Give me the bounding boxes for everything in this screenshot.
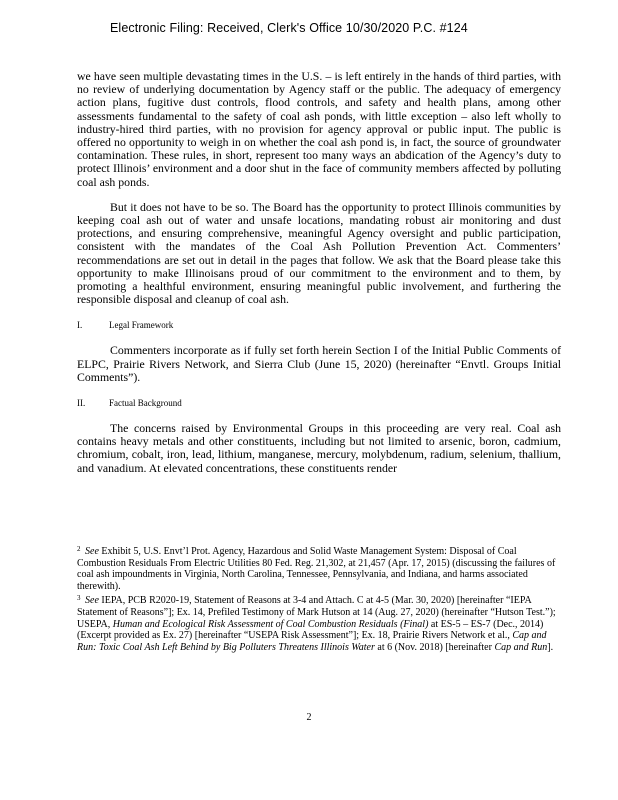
footnote-title: Cap and Run — [494, 641, 548, 653]
page-number: 2 — [306, 712, 312, 723]
footnote-2 — [77, 544, 561, 592]
section-2-paragraph: The concerns raised by Environmental Groups in this proceeding are very real. Coal ash contains heavy metals and other constituents, including but not limited to arsenic, boron, cadmium, chromium, cobalt, iron, lead, lithium, manganese, mercury, molybdenum, radium, selenium, thallium, and vanadium. At elevated concentrations, these constituents render — [77, 421, 561, 475]
footnotes — [77, 544, 561, 654]
section-title: Factual Background — [109, 398, 182, 409]
footnote-text: Exhibit 5, U.S. Envt’l Prot. Agency, Hazardous and Solid Waste Management System: Disposal of Coal Combustion Residuals From Electric Utilities 80 Fed. Reg. 21,302, at 21,457 (Apr. 17, 2015) (discussing the failures of coal ash impoundments in Virginia, North Carolina, Tennessee, Pennsylvania, and Indiana, and harms associated therewith). — [77, 546, 556, 592]
section-number: I. — [77, 320, 83, 331]
section-number: II. — [77, 398, 86, 409]
footnote-text: ]. — [547, 641, 554, 653]
footnote-text: at 6 (Nov. 2018) [hereinafter — [377, 641, 492, 653]
paragraph-1: we have seen multiple devastating times in the U.S. – is left entirely in the hands of third parties, with no review of underlying documentation by Agency staff or the public. The adequacy of emergency action plans, fugitive dust controls, flood controls, and safety and health plans, among other assessments fundamental to the safety of coal ash ponds, with little exception – also left wholly to industry-hired third parties, with no provision for agency approval or public input. The public is offered no opportunity to weigh in on whether the coal ash pond is, in fact, the source of groundwater contamination. These rules, in short, represent too many ways an abdication of the Agency’s duty to protect Illinois’ environment and a door shut in the face of community members affected by polluting coal ash ponds. — [77, 69, 561, 189]
footnote-signal: See — [85, 595, 99, 607]
document-body — [77, 70, 561, 475]
footnote-text: at ES-5 – ES-7 (Dec., 2014) (Excerpt provided as Ex. 27) [hereinafter “USEPA Risk Assessment”]; Ex. 18, Prairie Rivers Network et al., — [77, 618, 544, 642]
footnote-3 — [77, 593, 561, 653]
section-title: Legal Framework — [109, 320, 174, 331]
section-heading-factual-background — [77, 398, 561, 408]
footnote-text: IEPA, PCB R2020-19, Statement of Reasons at 3-4 and Attach. C at 4-5 (Mar. 30, 2020) [hereinafter “IEPA Statement of Reasons”]; Ex. 14, Prefiled Testimony of Mark Hutson at 14 (Aug. 27, 2020) (hereinafter “Hutson Test.”); USEPA, — [77, 595, 556, 630]
footnote-title: Cap and Run: Toxic Coal Ash Left Behind by Big Polluters Threatens Illinois Water — [77, 630, 547, 653]
filing-stamp-header: Electronic Filing: Received, Clerk's Office 10/30/2020 P.C. #124 — [110, 21, 468, 35]
paragraph-2: But it does not have to be so. The Board has the opportunity to protect Illinois communities by keeping coal ash out of water and unsafe locations, mandating robust air monitoring and dust protections, and ensuring comprehensive, meaningful Agency oversight and public participation, consistent with the mandates of the Coal Ash Pollution Prevention Act. Commenters’ recommendations are set out in detail in the pages that follow. We ask that the Board please take this opportunity to make Illinoisans proud of our commitment to the environment and to them, by promoting a healthful environment, ensuring meaningful public involvement, and furthering the responsible disposal and cleanup of coal ash. — [77, 199, 561, 307]
section-heading-legal-framework — [77, 320, 561, 330]
section-1-paragraph: Commenters incorporate as if fully set forth herein Section I of the Initial Public Comments of ELPC, Prairie Rivers Network, and Sierra Club (June 15, 2020) (hereinafter “Envtl. Groups Initial Comments”). — [77, 343, 561, 384]
footnote-mark: 3 — [77, 594, 81, 603]
footnote-mark: 2 — [77, 545, 81, 553]
footnote-title: Human and Ecological Risk Assessment of Coal Combustion Residuals (Final) — [112, 618, 429, 630]
footnote-signal: See — [85, 546, 99, 557]
